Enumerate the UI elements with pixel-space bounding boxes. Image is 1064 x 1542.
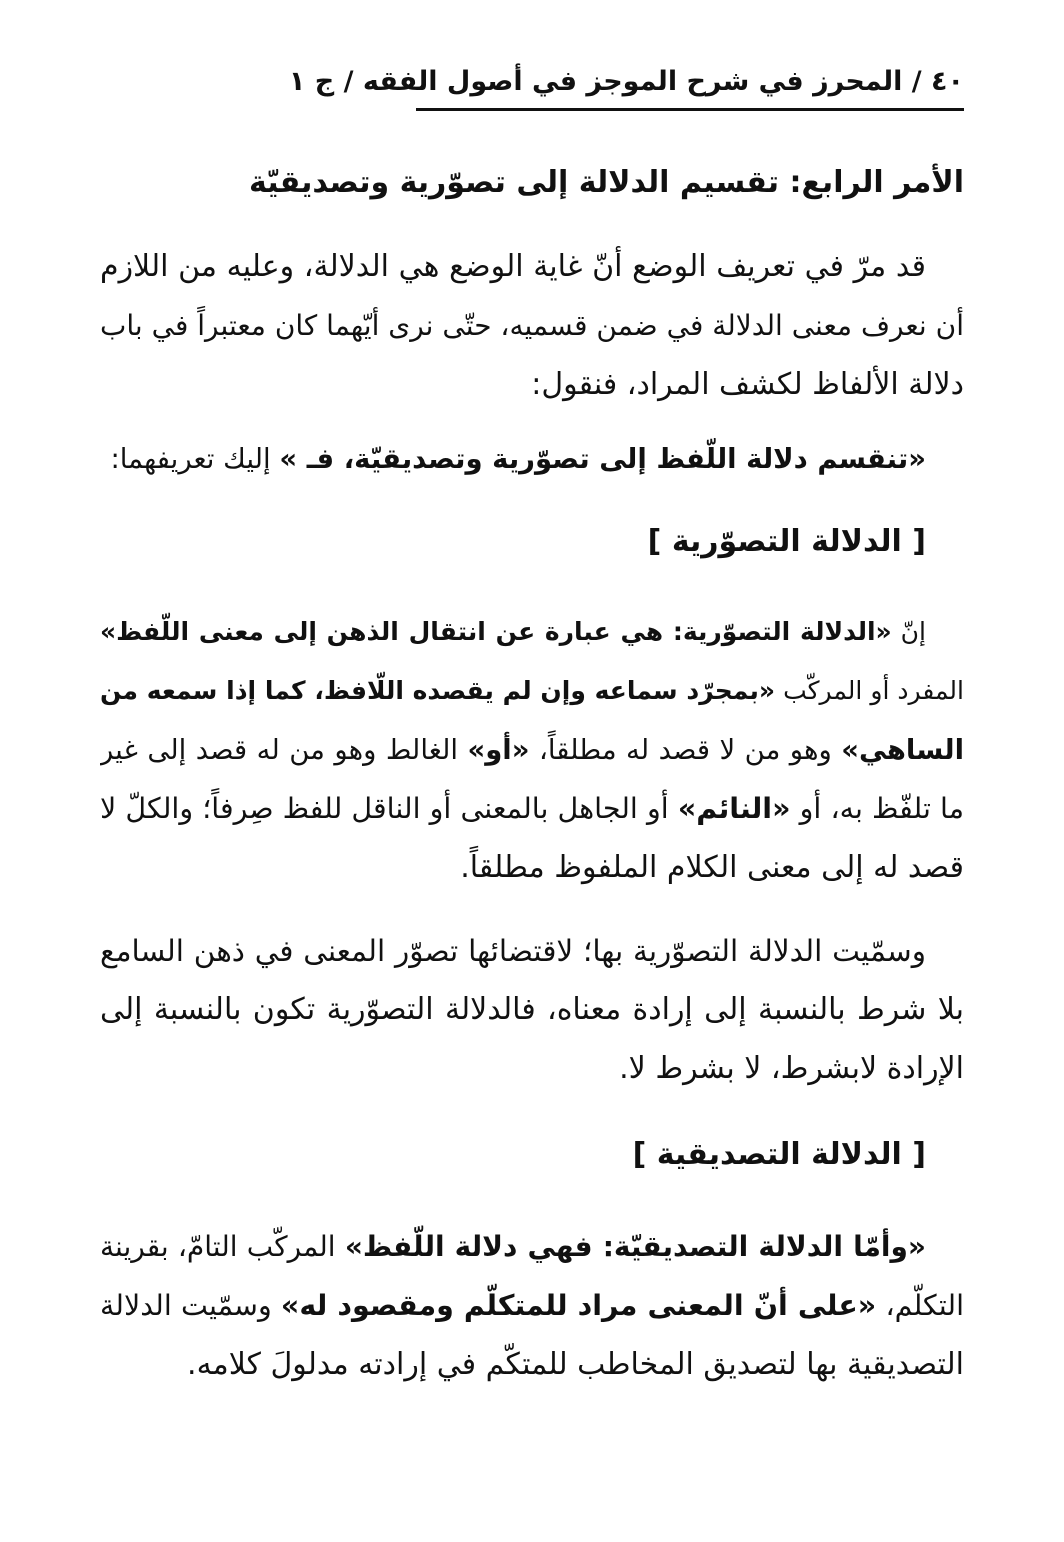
para3-line1: وسمّيت الدلالة التصوّرية بها؛ لاقتضائها تصوّر المعنى في ذهن السامع [100, 934, 926, 968]
quote-rest: إليك تعريفهما: [110, 443, 280, 475]
section-title: الأمر الرابع: تقسيم الدلالة إلى تصوّرية وتصديقيّة [249, 165, 964, 200]
para2-l4-bold: «النائم» [677, 792, 791, 825]
para1-line2: أن نعرف معنى الدلالة في ضمن قسميه، حتّى نرى أيّهما كان معتبراً في باب [100, 309, 964, 342]
para3-line2: بلا شرط بالنسبة إلى إرادة معناه، فالدلالة التصوّرية تكون بالنسبة إلى [100, 992, 964, 1027]
para4-l1-text: المركّب التامّ، بقرينة [100, 1230, 345, 1263]
para2-l2-text: المفرد أو المركّب [775, 676, 964, 705]
subheading-tasawwuriya: [ الدلالة التصوّرية ] [647, 524, 926, 559]
para4-l2-text: التكلّم، [876, 1289, 964, 1322]
para4-l1-bold: «وأمّا الدلالة التصديقيّة: فهي دلالة اللّفظ» [344, 1230, 927, 1263]
quote-bold: «تنقسم دلالة اللّفظ إلى تصوّرية وتصديقيّة، فـ » [279, 443, 926, 475]
para2-line2 [100, 662, 964, 720]
header-rule [416, 108, 964, 111]
para4-l2-bold: «على أنّ المعنى مراد للمتكلّم ومقصود له» [280, 1289, 877, 1322]
para4-line2 [100, 1277, 964, 1335]
para2-line3 [100, 721, 964, 779]
para2-line5: قصد له إلى معنى الكلام الملفوظ مطلقاً. [460, 850, 964, 885]
para2-l3-bold-or: «أو» [467, 734, 530, 766]
para4-line3: التصديقية بها لتصديق المخاطب للمتكّم في إرادته مدلولَ كلامه. [187, 1347, 964, 1382]
quote-line [100, 430, 964, 488]
para1-line1: قد مرّ في تعريف الوضع أنّ غاية الوضع هي الدلالة، وعليه من اللازم [100, 249, 926, 284]
para2-l1-text: إنّ [891, 617, 926, 646]
para2-l3-text2: الغالط وهو من له قصد إلى غير [100, 734, 468, 766]
running-header: ٤٠ / المحرز في شرح الموجز في أصول الفقه / ج ١ [288, 66, 964, 97]
para2-l4-text2: أو الجاهل بالمعنى أو الناقل للفظ صِرفاً؛ والكلّ لا [100, 792, 678, 825]
para3-line3: الإرادة لابشرط، لا بشرط لا. [619, 1051, 964, 1086]
para4-l2-text2: وسمّيت الدلالة [100, 1289, 281, 1322]
para4-line1 [100, 1218, 964, 1276]
para1-line3: دلالة الألفاظ لكشف المراد، فنقول: [531, 367, 964, 402]
subheading-tasdiqiya: [ الدلالة التصديقية ] [632, 1137, 926, 1172]
para2-l2-bold: «بمجرّد سماعه وإن لم يقصده اللّافظ، كما إذا سمعه من [100, 676, 776, 705]
para2-line4 [100, 780, 964, 838]
para2-l3-text: وهو من لا قصد له مطلقاً، [529, 734, 842, 766]
para2-line1 [100, 603, 964, 661]
para2-l4-text: ما تلفّظ به، أو [790, 792, 964, 825]
para2-l3-bold: الساهي» [841, 734, 964, 766]
para2-l1-bold: «الدلالة التصوّرية: هي عبارة عن انتقال الذهن إلى معنى اللّفظ» [100, 617, 892, 646]
